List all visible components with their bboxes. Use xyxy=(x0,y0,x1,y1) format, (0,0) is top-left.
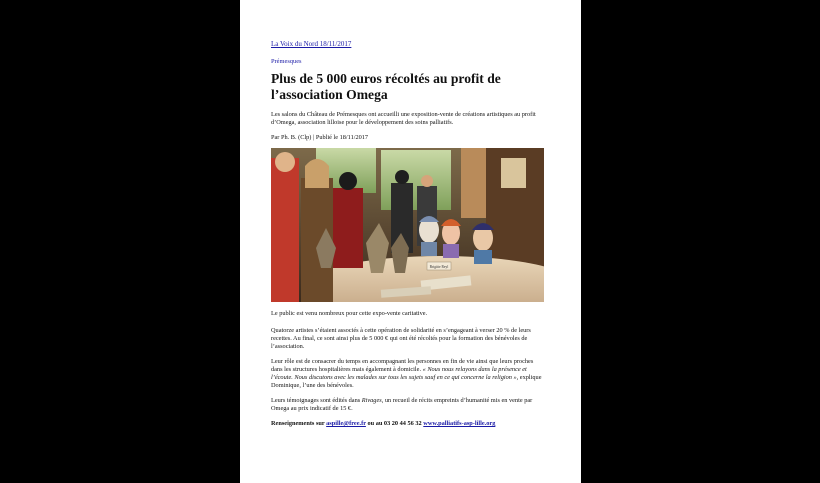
source-link[interactable]: La Voix du Nord 18/11/2017 xyxy=(271,40,352,48)
paragraph-2-quote: « Nous nous relayons dans la présence et l’écoute. Nous discutons avec les malades sur tous les sujets sauf en ce qui concerne la religion » xyxy=(271,366,527,381)
paragraph-2-text: Leur rôle est de consacrer du temps en accompagnant les personnes en fin de vie ainsi que leurs proches dans les structures hospitalières mais également à domicile. xyxy=(271,358,534,373)
paragraph-3-end: , un recueil de récits empreints d’humanité mis en vente par Omega au prix indicatif de 15 €. xyxy=(271,397,533,412)
photo-sign-text: Brigitte Reyl xyxy=(429,265,449,269)
email-link[interactable]: aspille@free.fr xyxy=(326,420,366,427)
paragraph-3-text: Leurs témoignages sont édités dans xyxy=(271,397,362,404)
paragraph-1: Quatorze artistes s’étaient associés à cette opération de solidarité en s’engageant à verser 20 % de leurs recettes. Au final, ce sont ainsi plus de 5 000 € qui ont été récoltés pour la formation des bénévoles de l’association. xyxy=(271,327,531,350)
book-title: Rivages xyxy=(361,397,382,404)
paragraph-2-end: , explique Dominique, l’une des bénévoles. xyxy=(271,374,542,389)
article-lead: Les salons du Château de Prémesques ont accueilli une exposition-vente de créations artistiques au profit d’Omega, association lilloise pour le développement des soins palliatifs. xyxy=(271,111,536,126)
article-byline: Par Ph. B. (Clp) | Publié le 18/11/2017 xyxy=(271,134,369,141)
contact-phone: ou au 03 20 44 56 32 xyxy=(365,420,424,427)
document-page xyxy=(240,0,581,483)
website-link[interactable]: www.palliatifs-asp-lille.org xyxy=(423,420,496,427)
article xyxy=(271,40,546,435)
paragraph-2 xyxy=(271,358,546,390)
kicker-location: Prémesques xyxy=(271,58,302,65)
contact-prefix: Renseignements sur xyxy=(271,420,327,427)
contact-line xyxy=(271,420,546,428)
article-photo xyxy=(271,148,544,302)
photo-caption: Le public est venu nombreux pour cette expo-vente caritative. xyxy=(271,310,428,317)
article-title: Plus de 5 000 euros récoltés au profit de l’association Omega xyxy=(271,71,501,102)
paragraph-3 xyxy=(271,397,546,413)
